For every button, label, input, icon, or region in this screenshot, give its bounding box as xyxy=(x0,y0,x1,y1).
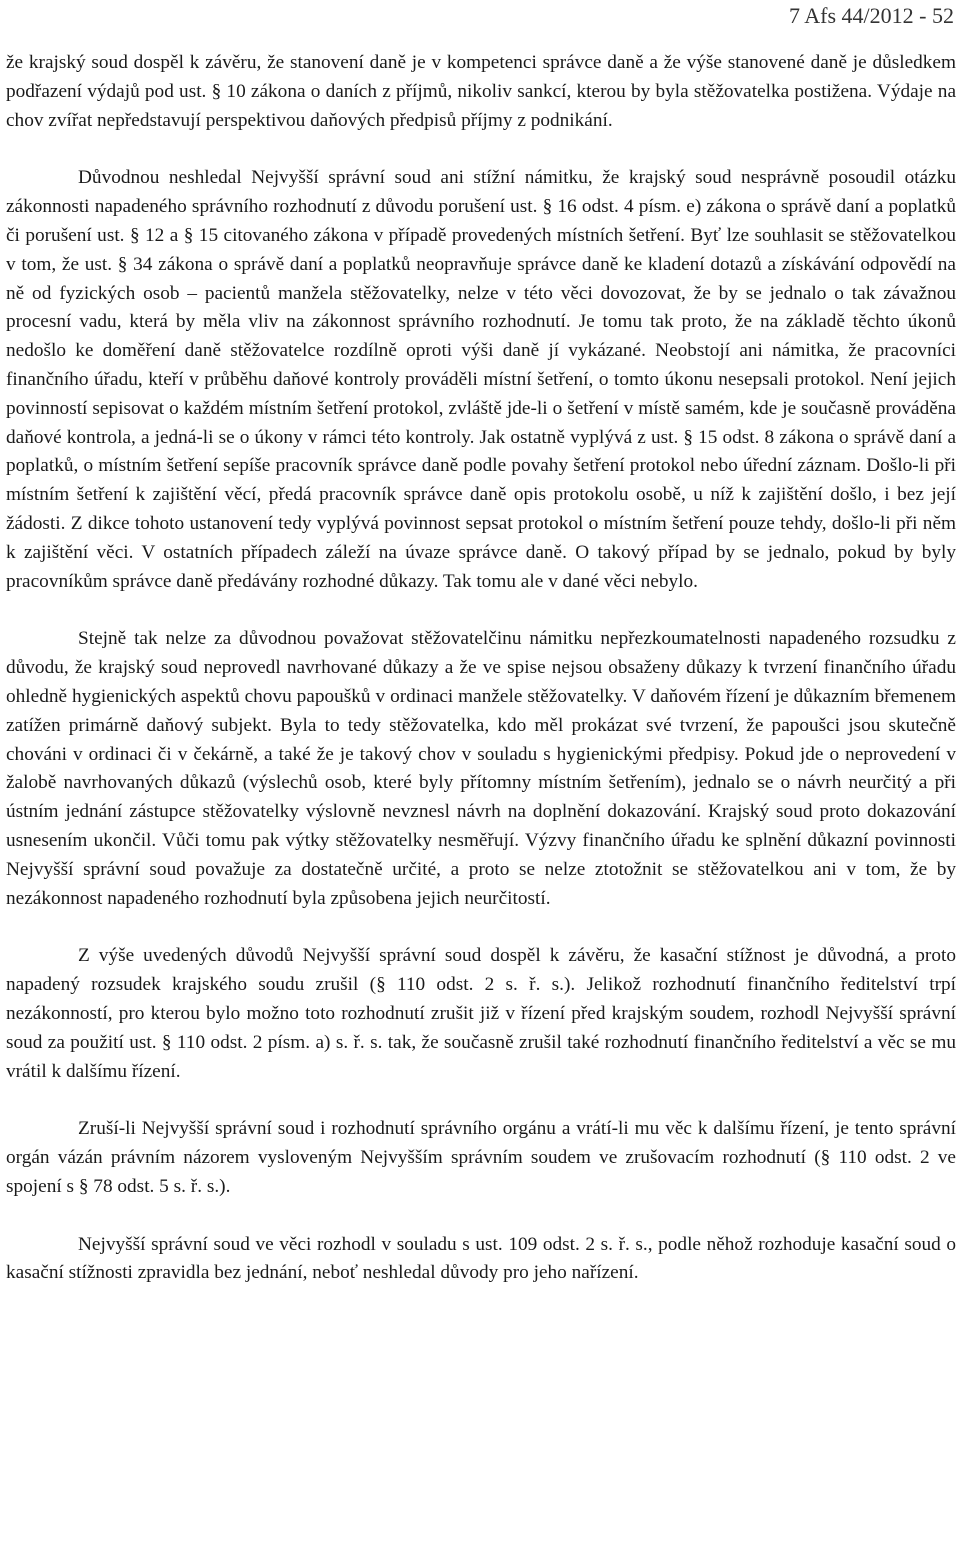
paragraph-conclusion: Z výše uvedených důvodů Nejvyšší správní soud dospěl k závěru, že kasační stížnost je důvodná, a proto napadený rozsudek krajského soudu zrušil (§ 110 odst. 2 s. ř. s.). Jelikož rozhodnutí finančního ředitelství trpí nezákonností, pro kterou bylo možno toto rozhodnutí zrušit již v řízení před krajským soudem, rozhodl Nejvyšší správní soud za použití ust. § 110 odst. 2 písm. a) s. ř. s. tak, že současně zrušil také rozhodnutí finančního ředitelství a věc se mu vrátil k dalšímu řízení. xyxy=(6,945,956,1082)
paragraph-binding-opinion: Zruší-li Nejvyšší správní soud i rozhodnutí správního orgánu a vrátí-li mu věc k dalšímu řízení, je tento správní orgán vázán právním názorem vysloveným Nejvyšším správním soudem ve zrušovacím rozhodnutí (§ 110 odst. 2 ve spojení s § 78 odst. 5 s. ř. s.). xyxy=(6,1118,956,1197)
paragraph-objection-procedure: Důvodnou neshledal Nejvyšší správní soud ani stížní námitku, že krajský soud nesprávně posoudil otázku zákonnosti napadeného správního rozhodnutí z důvodu porušení ust. § 16 odst. 4 písm. e) zákona o správě daní a poplatků či porušení ust. § 12 a § 15 citovaného zákona v případě provedených místních šetření. Byť lze souhlasit se stěžovatelkou v tom, že ust. § 34 zákona o správě daní a poplatků neopravňuje správce daně ke kladení dotazů a získávání odpovědí na ně od fyzických osob – pacientů manžela stěžovatelky, nelze v této věci dovozovat, že by se jednalo o tak závažnou procesní vadu, která by měla vliv na zákonnost správního rozhodnutí. Je tomu tak proto, že na základě těchto úkonů nedošlo ke doměření daně stěžovatelce rozdílně oproti výši daně jí vykázané. Neobstojí ani námitka, že pracovníci finančního úřadu, kteří v průběhu daňové kontroly prováděli místní šetření, o tomto úkonu nesepsali protokol. Není jejich povinností sepisovat o každém místním šetření protokol, zvláště jde-li o šetření v místě samém, kde je současně prováděna daňové kontrola, a jedná-li se o úkony v rámci této kontroly. Jak ostatně vyplývá z ust. § 15 odst. 8 zákona o správě daní a poplatků, o místním šetření sepíše pracovník správce daně podle povahy šetření protokol nebo úřední záznam. Došlo-li při místním šetření k zajištění věcí, předá pracovník správce daně opis protokolu osobě, u níž k zajištění došlo, i bez její žádosti. Z dikce tohoto ustanovení tedy vyplývá povinnost sepsat protokol o místním šetření pouze tehdy, došlo-li při něm k zajištění věci. V ostatních případech záleží na úvaze správce daně. O takový případ by se jednalo, pokud by byly pracovníkům správce daně předávány rozhodné důkazy. Tak tomu ale v dané věci nebylo. xyxy=(6,167,956,592)
paragraph-without-hearing: Nejvyšší správní soud ve věci rozhodl v souladu s ust. 109 odst. 2 s. ř. s., podle něhož rozhoduje kasační soud o kasační stížnosti zpravidla bez jednání, neboť neshledal důvody pro jeho nařízení. xyxy=(6,1233,956,1284)
paragraph-continuation: že krajský soud dospěl k závěru, že stanovení daně je v kompetenci správce daně a že výše stanovené daně je důsledkem podřazení výdajů pod ust. § 10 zákona o daních z příjmů, nikoliv sankcí, kterou by byla stěžovatelka postižena. Výdaje na chov zvířat nepředstavují perspektivou daňových předpisů příjmy z podnikání. xyxy=(6,52,956,131)
paragraph-objection-evidence: Stejně tak nelze za důvodnou považovat stěžovatelčinu námitku nepřezkoumatelnosti napadeného rozsudku z důvodu, že krajský soud neprovedl navrhované důkazy a že ve spise nejsou obsaženy důkazy k tvrzení finančního úřadu ohledně hygienických aspektů chovu papoušků v ordinaci manžele stěžovatelky. V daňovém řízení je důkazním břemenem zatížen primárně daňový subjekt. Byla to tedy stěžovatelka, kdo měl prokázat své tvrzení, že papoušci jsou skutečně chováni v ordinaci či v čekárně, a také že je takový chov v souladu s hygienickými předpisy. Pokud jde o neprovedení v žalobě navrhovaných důkazů (výslechů osob, které byly přítomny místním šetřením), jednalo se o návrh neurčitý a při ústním jednání zástupce stěžovatelky výslovně nevznesl návrh na doplnění dokazování. Krajský soud proto dokazování usnesením ukončil. Vůči tomu pak výtky stěžovatelky nesměřují. Výzvy finančního úřadu ke splnění důkazní povinnosti Nejvyšší správní soud považuje za dostatečně určité, a proto se nelze ztotožnit se stěžovatelkou ani v tom, že by nezákonnost napadeného rozhodnutí byla způsobena jejich neurčitostí. xyxy=(6,628,956,909)
document-body xyxy=(6,49,956,1288)
case-reference: 7 Afs 44/2012 - 52 xyxy=(789,3,954,28)
